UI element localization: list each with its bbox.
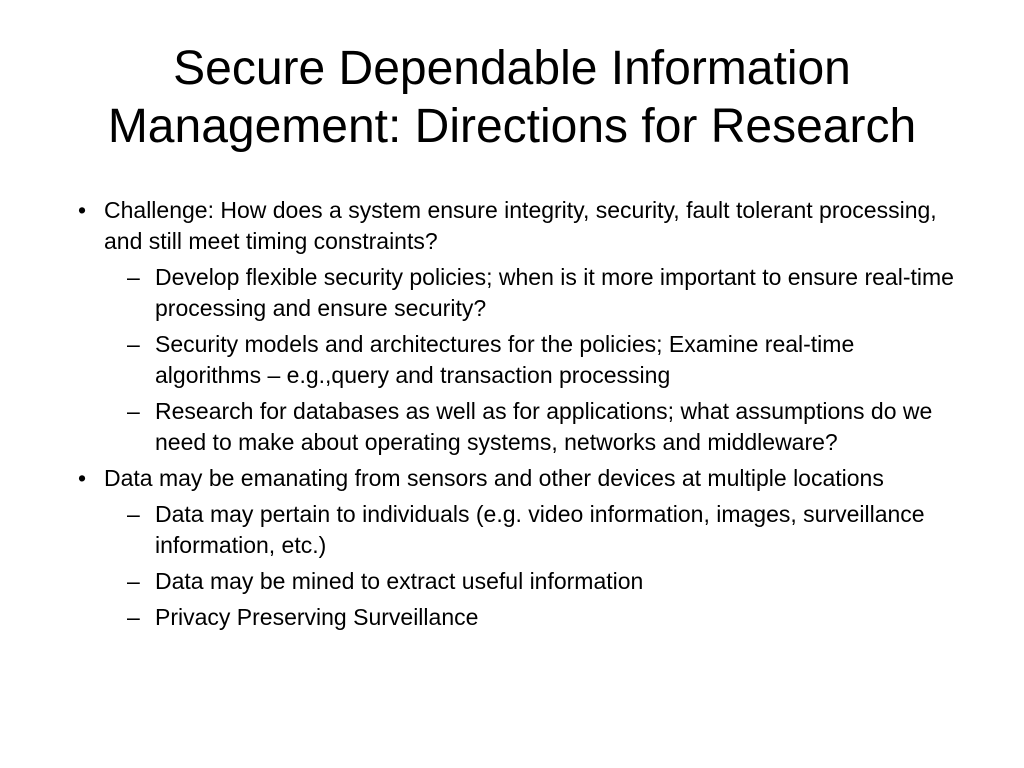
sub-bullet-item [70,396,960,458]
sub-bullet-text: Security models and architectures for the policies; Examine real-time algorithms – e.g.,query and transaction processing [155,331,855,388]
sub-bullet-text: Data may pertain to individuals (e.g. video information, images, surveillance information, etc.) [155,501,925,558]
sub-bullet-item [70,499,960,561]
dash-icon: – [127,331,140,357]
dash-icon: – [127,604,140,630]
dash-icon: – [127,264,140,290]
sub-bullet-item [70,262,960,324]
dash-icon: – [127,501,140,527]
bullet-text: Challenge: How does a system ensure integrity, security, fault tolerant processing, and still meet timing constraints? [104,197,937,254]
bullet-item [70,195,960,257]
bullet-icon: • [78,197,87,223]
sub-bullet-text: Develop flexible security policies; when is it more important to ensure real-time processing and ensure security? [155,264,954,321]
bullet-text: Data may be emanating from sensors and other devices at multiple locations [104,465,884,491]
dash-icon: – [127,398,140,424]
bullet-item [70,463,960,494]
sub-bullet-text: Data may be mined to extract useful information [155,568,644,594]
sub-bullet-item [70,329,960,391]
bullet-list [70,195,960,638]
sub-bullet-item [70,566,960,597]
title-line: Management: Directions for Research [107,100,917,153]
sub-bullet-item [70,602,960,633]
slide-title [0,40,1024,156]
title-line: Secure Dependable Information [173,42,851,95]
dash-icon: – [127,568,140,594]
bullet-icon: • [78,465,87,491]
sub-bullet-text: Research for databases as well as for applications; what assumptions do we need to make about operating systems, networks and middleware? [155,398,933,455]
sub-bullet-text: Privacy Preserving Surveillance [155,604,479,630]
